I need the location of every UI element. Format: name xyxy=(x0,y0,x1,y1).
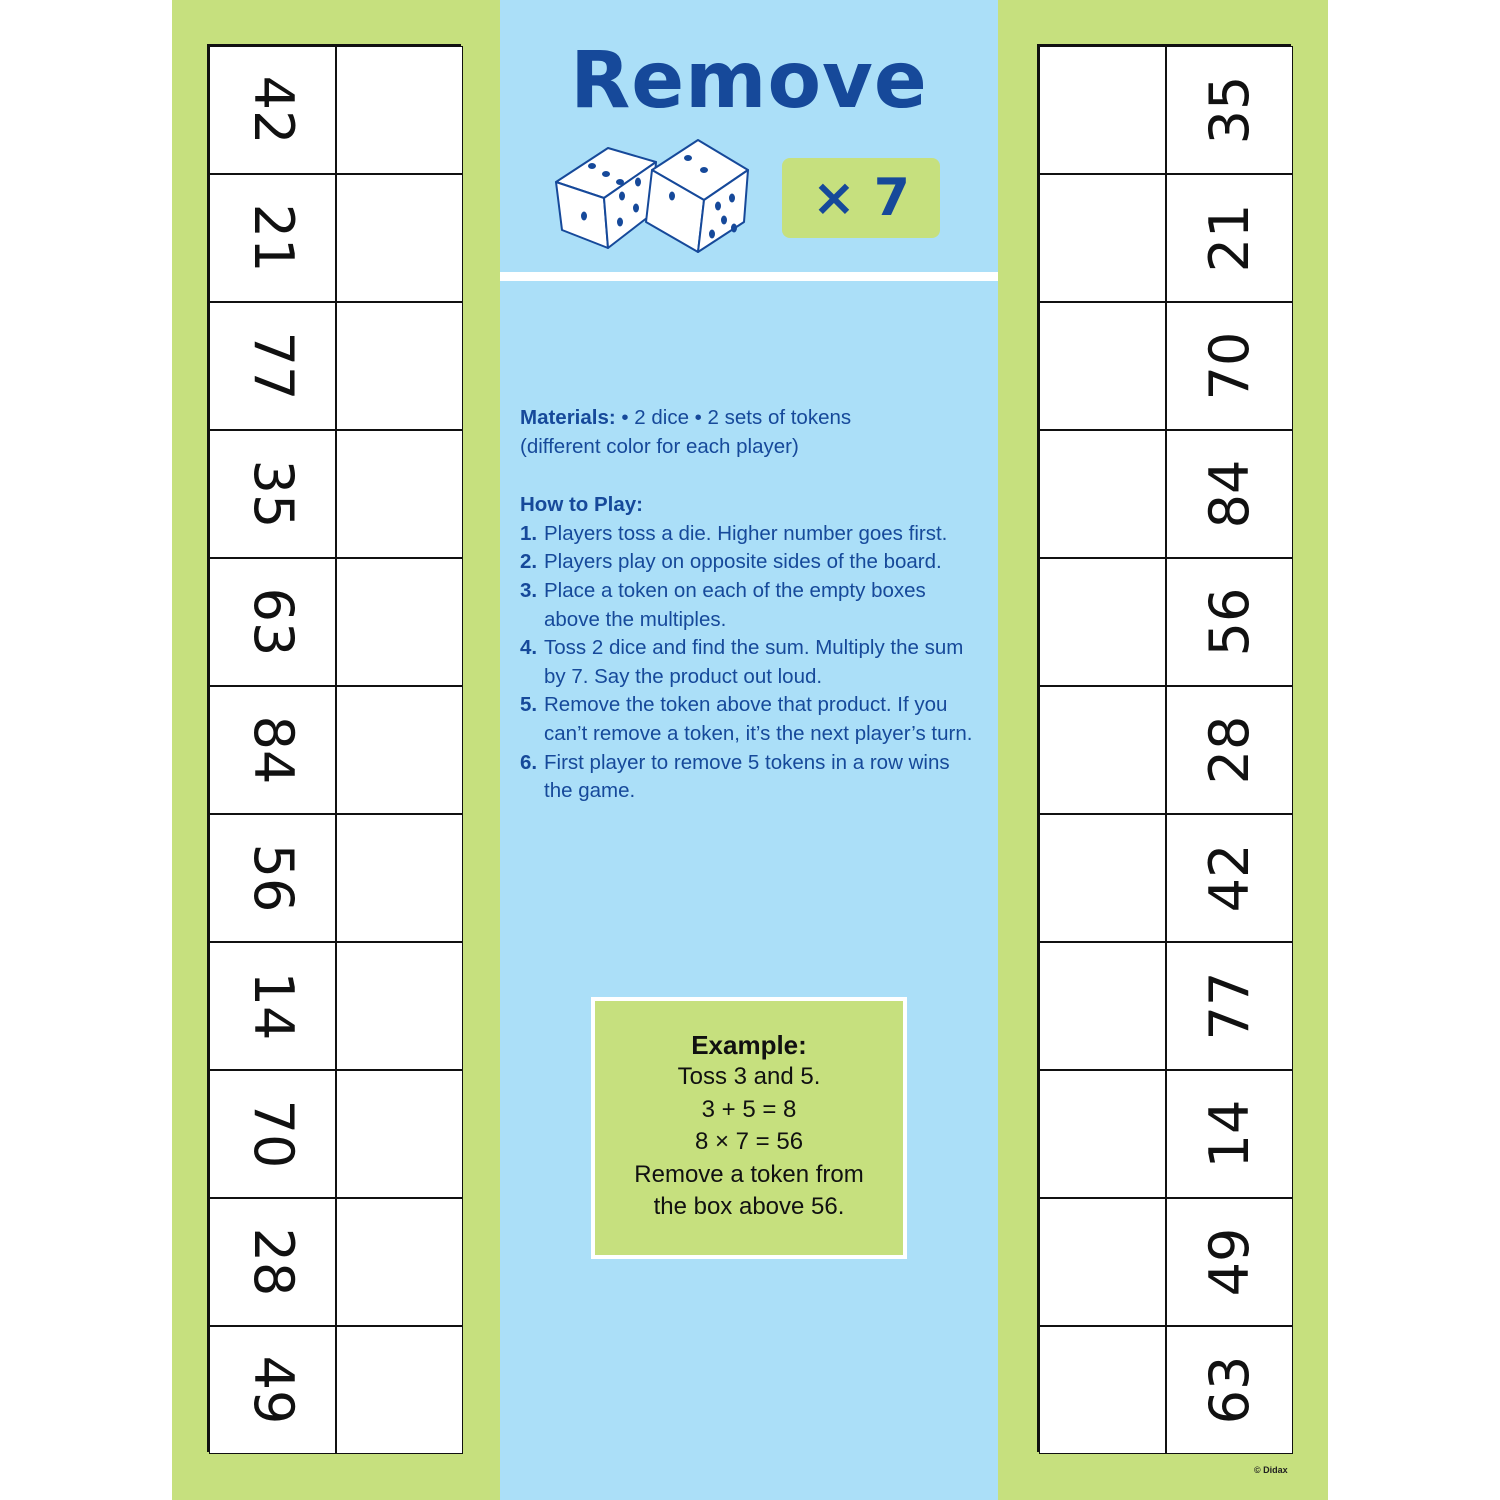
example-line: 3 + 5 = 8 xyxy=(701,1095,797,1123)
multiple-number: 63 xyxy=(1197,1355,1261,1425)
step-text: First player to remove 5 tokens in a row wins the game. xyxy=(544,750,950,803)
right-multiple-cell xyxy=(1166,174,1293,302)
left-token-box[interactable] xyxy=(336,686,463,814)
multiple-number: 77 xyxy=(241,331,305,401)
multiple-number: 49 xyxy=(1197,1227,1261,1297)
right-multiple-cell xyxy=(1166,430,1293,558)
left-player-board xyxy=(207,44,461,1452)
right-multiple-cell xyxy=(1166,558,1293,686)
copyright-notice: © Didax xyxy=(1254,1465,1288,1475)
multiple-number: 56 xyxy=(1197,587,1261,657)
multiple-number: 49 xyxy=(241,1355,305,1425)
multiple-number: 84 xyxy=(1197,459,1261,529)
right-multiple-cell xyxy=(1166,1198,1293,1326)
multiple-number: 14 xyxy=(1197,1099,1261,1169)
step-number: 2. xyxy=(520,550,538,574)
multiple-number: 56 xyxy=(241,843,305,913)
left-multiple-cell xyxy=(209,686,336,814)
right-token-box[interactable] xyxy=(1039,1070,1166,1198)
multiple-number: 21 xyxy=(241,203,305,273)
example-line: 8 × 7 = 56 xyxy=(694,1128,804,1156)
left-multiple-cell xyxy=(209,814,336,942)
die-left-icon xyxy=(556,148,656,248)
step-text: Players toss a die. Higher number goes first. xyxy=(544,521,948,545)
how-to-play-step xyxy=(520,577,980,634)
multiple-number: 42 xyxy=(1197,843,1261,913)
left-multiple-cell xyxy=(209,942,336,1070)
multiplier-badge: × 7 xyxy=(782,158,940,238)
example-line: Remove a token from xyxy=(634,1160,864,1188)
multiple-number: 42 xyxy=(241,75,305,145)
how-to-play-step xyxy=(520,749,980,806)
how-to-play-step xyxy=(520,548,980,577)
left-multiple-cell xyxy=(209,1198,336,1326)
multiple-number: 14 xyxy=(241,971,305,1041)
left-multiple-cell xyxy=(209,302,336,430)
multiple-number: 77 xyxy=(1197,971,1261,1041)
left-multiple-cell xyxy=(209,174,336,302)
left-token-box[interactable] xyxy=(336,430,463,558)
left-token-box[interactable] xyxy=(336,46,463,174)
step-number: 1. xyxy=(520,521,538,545)
left-multiple-cell xyxy=(209,1070,336,1198)
left-token-box[interactable] xyxy=(336,1198,463,1326)
how-to-play-step xyxy=(520,691,980,748)
right-token-box[interactable] xyxy=(1039,942,1166,1070)
left-token-box[interactable] xyxy=(336,302,463,430)
materials-label: Materials: xyxy=(520,406,616,429)
step-number: 5. xyxy=(520,693,538,717)
right-multiple-cell xyxy=(1166,46,1293,174)
left-multiple-cell xyxy=(209,430,336,558)
left-token-box[interactable] xyxy=(336,174,463,302)
example-line: Toss 3 and 5. xyxy=(677,1063,821,1091)
right-token-box[interactable] xyxy=(1039,1326,1166,1454)
right-token-box[interactable] xyxy=(1039,302,1166,430)
example-box xyxy=(591,997,907,1259)
right-multiple-cell xyxy=(1166,1326,1293,1454)
step-text: Players play on opposite sides of the board. xyxy=(544,550,942,574)
instructions xyxy=(520,404,980,806)
multiple-number: 21 xyxy=(1197,203,1261,273)
example-line: the box above 56. xyxy=(653,1193,845,1221)
right-token-box[interactable] xyxy=(1039,174,1166,302)
how-to-play-steps xyxy=(520,520,980,806)
right-multiple-cell xyxy=(1166,686,1293,814)
multiple-number: 63 xyxy=(241,587,305,657)
materials-line xyxy=(520,404,980,433)
step-number: 4. xyxy=(520,636,538,660)
right-multiple-cell xyxy=(1166,942,1293,1070)
multiple-number: 28 xyxy=(241,1227,305,1297)
multiple-number: 70 xyxy=(1197,331,1261,401)
multiple-number: 84 xyxy=(241,715,305,785)
how-to-play-step xyxy=(520,520,980,549)
left-token-box[interactable] xyxy=(336,942,463,1070)
step-number: 3. xyxy=(520,578,538,602)
left-multiple-cell xyxy=(209,46,336,174)
right-multiple-cell xyxy=(1166,814,1293,942)
left-multiple-cell xyxy=(209,1326,336,1454)
right-token-box[interactable] xyxy=(1039,430,1166,558)
step-text: Remove the token above that product. If you can’t remove a token, it’s the next player’s turn. xyxy=(544,693,973,745)
right-token-box[interactable] xyxy=(1039,46,1166,174)
right-token-box[interactable] xyxy=(1039,814,1166,942)
step-text: Toss 2 dice and find the sum. Multiply the sum by 7. Say the product out loud. xyxy=(544,636,964,688)
multiple-number: 28 xyxy=(1197,715,1261,785)
game-title: Remove xyxy=(570,36,928,126)
how-to-play-step xyxy=(520,634,980,691)
left-token-box[interactable] xyxy=(336,814,463,942)
left-token-box[interactable] xyxy=(336,1326,463,1454)
dice-pair-icon xyxy=(548,130,758,260)
how-to-play-label: How to Play: xyxy=(520,493,644,517)
right-multiple-cell xyxy=(1166,1070,1293,1198)
right-multiple-cell xyxy=(1166,302,1293,430)
multiple-number: 35 xyxy=(1197,75,1261,145)
right-token-box[interactable] xyxy=(1039,558,1166,686)
right-token-box[interactable] xyxy=(1039,1198,1166,1326)
example-heading: Example: xyxy=(691,1030,807,1060)
left-token-box[interactable] xyxy=(336,1070,463,1198)
right-token-box[interactable] xyxy=(1039,686,1166,814)
left-multiple-cell xyxy=(209,558,336,686)
materials-line-2: (different color for each player) xyxy=(520,434,799,458)
materials-text: • 2 dice • 2 sets of tokens xyxy=(615,406,852,429)
step-text: Place a token on each of the empty boxes above the multiples. xyxy=(544,578,926,631)
right-player-board xyxy=(1037,44,1291,1452)
step-number: 6. xyxy=(520,750,538,774)
header-divider xyxy=(500,272,998,281)
left-token-box[interactable] xyxy=(336,558,463,686)
multiple-number: 35 xyxy=(241,459,305,529)
multiple-number: 70 xyxy=(241,1099,305,1169)
